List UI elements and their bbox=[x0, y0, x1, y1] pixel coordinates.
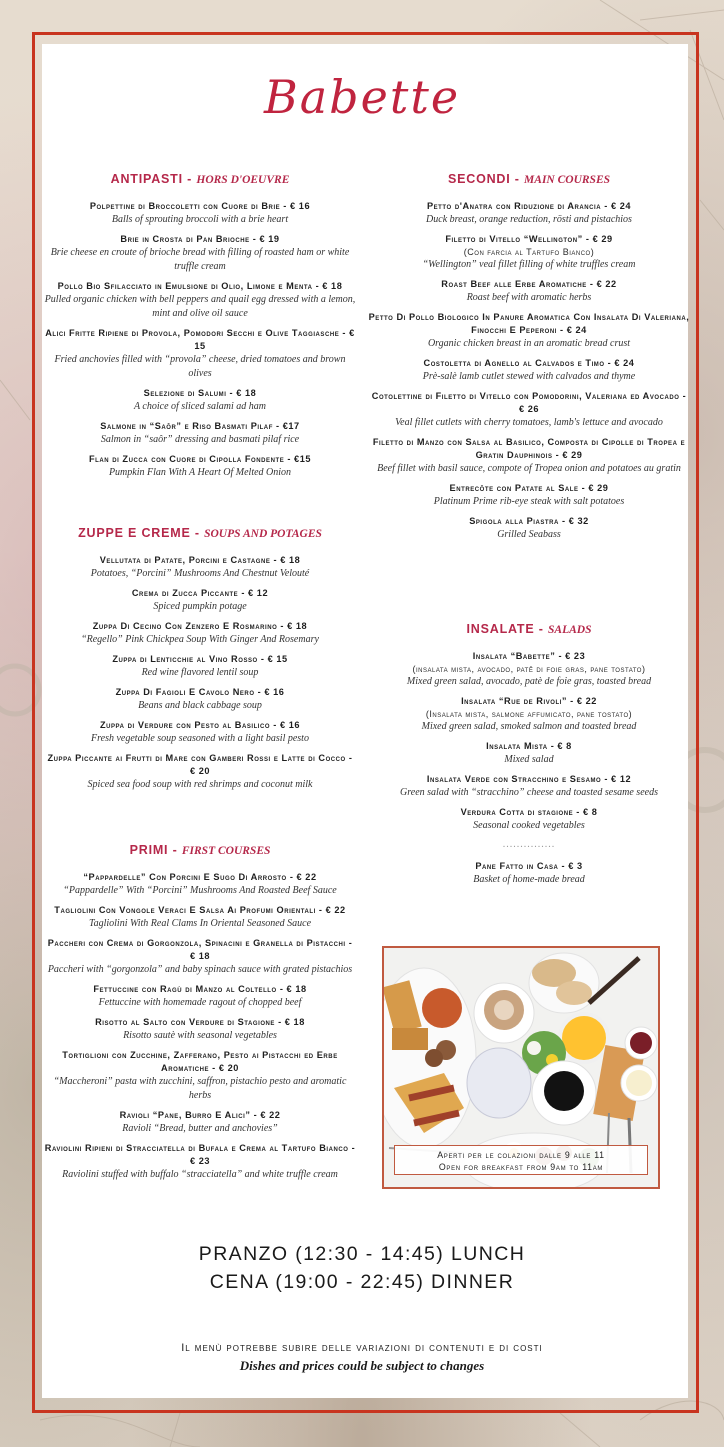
menu-item: Tortiglioni con Zucchine, Zafferano, Pesto ai Pistacchi ed Erbe Aromatiche - € 20 “Maccheroni” pasta with zucchini, saffron, pistachio pesto and aromatic herbs bbox=[53, 1050, 347, 1101]
menu-item: Zuppa Piccante ai Frutti di Mare con Gamberi Rossi e Latte di Cocco - € 20 Spiced sea food soup with red shrimps and coconut milk bbox=[47, 753, 353, 790]
menu-item: Costoletta di Agnello al Calvados e Timo - € 24 Prè-salè lamb cutlet stewed with calvados and thyme bbox=[422, 358, 636, 382]
section-heading: INSALATE - SALADS bbox=[466, 622, 592, 636]
menu-item: Spigola alla Piastra - € 32 Grilled Seabass bbox=[469, 516, 589, 540]
disclaimer bbox=[0, 1339, 724, 1375]
section-secondi bbox=[368, 172, 690, 548]
menu-item: Zuppa Di Cecino Con Zenzero E Rosmarino - € 18 “Regello” Pink Chickpea Soup With Ginger And Rosemary bbox=[81, 621, 319, 645]
breakfast-photo bbox=[382, 946, 660, 1189]
menu-item: Insalata Mista - € 8 Mixed salad bbox=[486, 741, 572, 765]
menu-item: Flan di Zucca con Cuore di Cipolla Fondente - €15 Pumpkin Flan With A Heart Of Melted Onion bbox=[88, 454, 312, 478]
section-insalate bbox=[368, 622, 690, 893]
section-heading: PRIMI - FIRST COURSES bbox=[129, 843, 271, 857]
breakfast-caption-en: Open for breakfast from 9am to 11am bbox=[438, 1162, 604, 1172]
menu-item: Zuppa di Verdure con Pesto al Basilico - € 16 Fresh vegetable soup seasoned with a light basil pesto bbox=[91, 720, 309, 744]
menu-item: Vellutata di Patate, Porcini e Castagne - € 18 Potatoes, “Porcini” Mushrooms And Chestnut Velouté bbox=[90, 555, 310, 579]
menu-item: Petto d'Anatra con Riduzione di Arancia - € 24 Duck breast, orange reduction, rösti and pistachios bbox=[426, 201, 632, 225]
menu-item: Insalata Verde con Stracchino e Sesamo - € 12 Green salad with “stracchino” cheese and toasted sesame seeds bbox=[400, 774, 658, 798]
disclaimer-italian: Il menù potrebbe subire delle variazioni di contenuti e di costi bbox=[181, 1342, 543, 1354]
breakfast-caption bbox=[394, 1145, 648, 1175]
menu-item: Pollo Bio Sfilacciato in Emulsione di Olio, Limone e Menta - € 18 Pulled organic chicken with bell peppers and quail egg dressed with a lemon, mint and olive oil sauce bbox=[44, 281, 356, 319]
menu-item: Fettuccine con Ragù di Manzo al Coltello - € 18 Fettuccine with homemade ragout of chopped beef bbox=[93, 984, 307, 1008]
menu-item: Paccheri con Crema di Gorgonzola, Spinacini e Granella di Pistacchi - € 18 Paccheri with “gorgonzola” and baby spinach sauce with grated pistachios bbox=[47, 938, 353, 975]
section-antipasti bbox=[44, 172, 356, 486]
menu-item: Polpettine di Broccoletti con Cuore di Brie - € 16 Balls of sprouting broccoli with a brie heart bbox=[89, 201, 311, 225]
section-zuppe bbox=[44, 526, 356, 798]
menu-item: Insalata “Rue de Rivoli” - € 22 (Insalata mista, salmone affumicato, pane tostato) Mixed green salad, smoked salmon and toasted bread bbox=[421, 696, 637, 732]
menu-item: Verdura Cotta di stagione - € 8 Seasonal cooked vegetables bbox=[460, 807, 598, 831]
menu-item: Roast Beef alle Erbe Aromatiche - € 22 Roast beef with aromatic herbs bbox=[441, 279, 617, 303]
menu-item: Selezione di Salumi - € 18 A choice of sliced salami ad ham bbox=[133, 388, 267, 412]
menu-item: Raviolini Ripieni di Stracciatella di Bufala e Crema al Tartufo Bianco - € 23 Raviolini stuffed with buffalo “stracciatella” and white truffle cream bbox=[44, 1143, 356, 1180]
menu-item: Crema di Zucca Piccante - € 12 Spiced pumpkin potage bbox=[131, 588, 269, 612]
section-primi bbox=[44, 843, 356, 1188]
menu-item: Petto Di Pollo Biologico In Panure Aromatica Con Insalata Di Valeriana, Finocchi E Peperoni - € 24 Organic chicken breast in an aromatic bread crust bbox=[368, 312, 690, 349]
menu-item: Cotolettine di Filetto di Vitello con Pomodorini, Valeriana ed Avocado - € 26 Veal fillet cutlets with cherry tomatoes, lamb's lettuce and avocado bbox=[371, 391, 687, 428]
menu-item: Entrecôte con Patate al Sale - € 29 Platinum Prime rib-eye steak with salt potatoes bbox=[433, 483, 625, 507]
menu-item: Filetto di Manzo con Salsa al Basilico, Composta di Cipolle di Tropea e Gratin Dauphinois - € 29 Beef fillet with basil sauce, compote of Tropea onion and potatoes au gratin bbox=[372, 437, 686, 474]
menu-item: Insalata “Babette” - € 23 (insalata mista, avocado, patê di foie gras, pane tostato) Mixed green salad, avocado, patè de foie gras, toasted bread bbox=[406, 651, 652, 687]
dinner-hours: CENA (19:00 - 22:45) DINNER bbox=[209, 1271, 515, 1293]
breakfast-caption-it: Aperti per le colazioni dalle 9 alle 11 bbox=[437, 1150, 605, 1160]
restaurant-logo: Babette bbox=[263, 70, 461, 124]
menu-item: Risotto al Salto con Verdure di Stagione - € 18 Risotto sautè with seasonal vegetables bbox=[95, 1017, 305, 1041]
section-heading: ANTIPASTI - HORS D'OEUVRE bbox=[110, 172, 290, 186]
lunch-hours: PRANZO (12:30 - 14:45) LUNCH bbox=[198, 1243, 526, 1265]
disclaimer-english: Dishes and prices could be subject to changes bbox=[239, 1358, 485, 1373]
menu-item: Alici Fritte Ripiene di Provola, Pomodori Secchi e Olive Taggiasche - € 15 Fried anchovies filled with “provola” cheese, dried tomatoes and brown olives bbox=[45, 328, 355, 379]
menu-item: Tagliolini Con Vongole Veraci E Salsa Ai Profumi Orientali - € 22 Tagliolini With Real Clams In Oriental Seasoned Sauce bbox=[54, 905, 346, 929]
divider: ............... bbox=[502, 839, 556, 850]
menu-item: Brie in Crosta di Pan Brioche - € 19 Brie cheese en croute of brioche bread with filling of roasted ham or white truffle cream bbox=[50, 234, 350, 272]
section-heading: ZUPPE E CREME - SOUPS AND POTAGES bbox=[78, 526, 322, 540]
opening-hours bbox=[0, 1240, 724, 1296]
menu-item: Filetto di Vitello “Wellington” - € 29 (Con farcia al Tartufo Bianco) “Wellington” veal fillet filling of white truffles cream bbox=[422, 234, 636, 270]
section-heading: SECONDI - MAIN COURSES bbox=[447, 172, 611, 186]
menu-item: “Pappardelle” Con Porcini E Sugo Di Arrosto - € 22 “Pappardelle” With “Porcini” Mushrooms And Roasted Beef Sauce bbox=[63, 872, 337, 896]
menu-item: Zuppa Di Fagioli E Cavolo Nero - € 16 Beans and black cabbage soup bbox=[115, 687, 285, 711]
menu-item: Ravioli “Pane, Burro E Alici” - € 22 Ravioli “Bread, butter and anchovies” bbox=[119, 1110, 281, 1134]
menu-item-bread: Pane Fatto in Casa - € 3 Basket of home-made bread bbox=[473, 861, 585, 885]
menu-item: Salmone in “Saôr” e Riso Basmati Pilaf - €17 Salmon in “saôr” dressing and basmati pilaf rice bbox=[100, 421, 300, 445]
menu-item: Zuppa di Lenticchie al Vino Rosso - € 15 Red wine flavored lentil soup bbox=[112, 654, 288, 678]
